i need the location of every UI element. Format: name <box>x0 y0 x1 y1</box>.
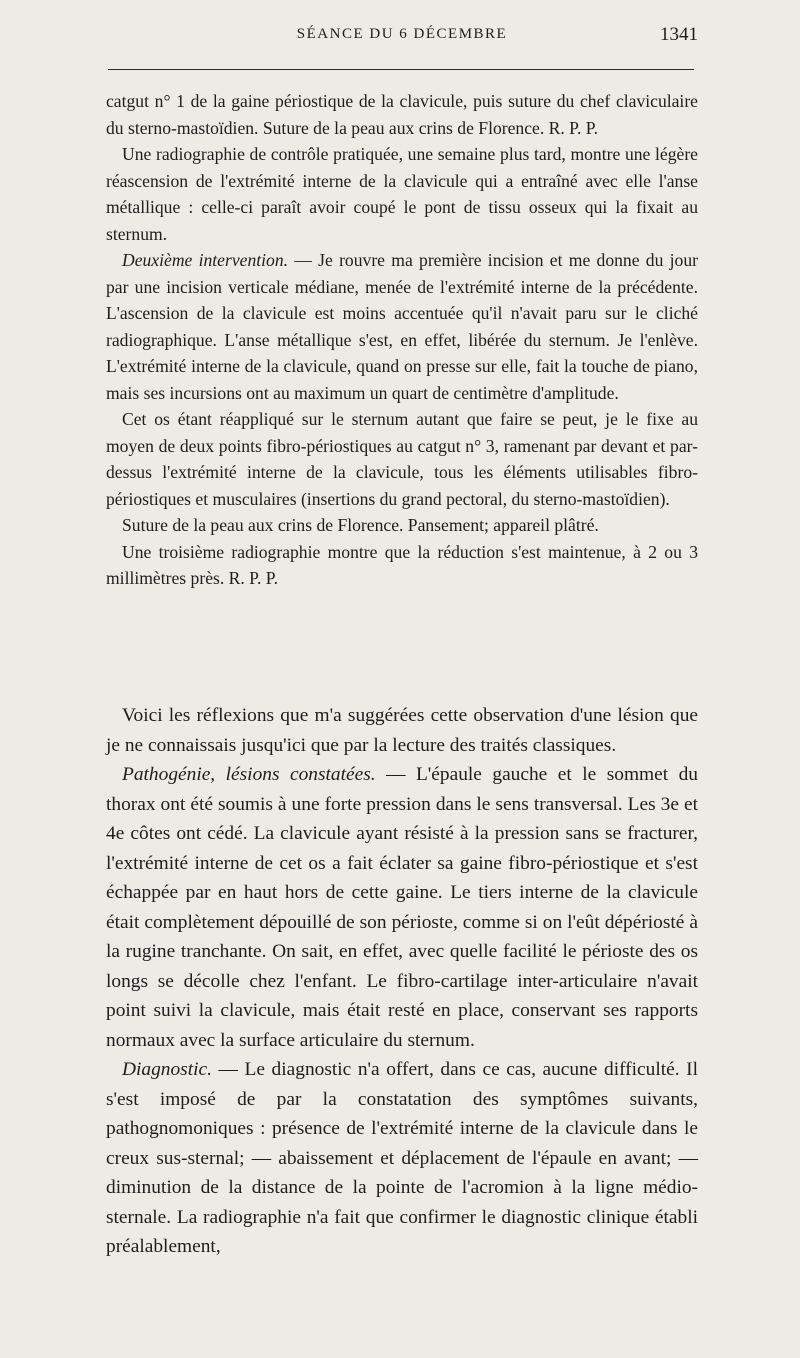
paragraph: Voici les réflexions que m'a suggérées cette observation d'une lésion que je ne connaissais jusqu'ici que par la lecture des traités classiques. <box>106 705 698 756</box>
paragraph <box>106 247 698 406</box>
page-number: 1341 <box>660 24 698 45</box>
case-report-section <box>106 88 698 592</box>
paragraph: catgut n° 1 de la gaine périostique de la clavicule, puis suture du chef claviculaire du sterno-mastoïdien. Suture de la peau aux crins de Florence. R. P. P. <box>106 91 698 138</box>
paragraph-body: — L'épaule gauche et le sommet du thorax ont été soumis à une forte pression dans le sens transversal. Les 3e et 4e côtes ont cédé. La clavicule ayant résisté à la pression sans se fracturer, l'extrémité interne de cet os a fait éclater sa gaine fibro-périostique et s'est échappée par en haut hors de cette gaine. Le tiers interne de la clavicule était complètement dépouillé de son périoste, comme si on l'eût dépériosté à la rugine tranchante. On sait, en effet, avec quelle facilité le périoste des os longs se décolle chez l'enfant. Le fibro-cartilage inter-articulaire n'avait point suivi la clavicule, mais était resté en place, conservant ses rapports normaux avec la surface articulaire du sternum. <box>106 764 698 1051</box>
paragraph-lead: Deuxième intervention. <box>122 250 289 270</box>
paragraph: Cet os étant réappliqué sur le sternum autant que faire se peut, je le fixe au moyen de deux points fibro-périostiques au catgut n° 3, ramenant par devant et par-dessus l'extrémité interne de la clavicule, tous les éléments utilisables fibro-périostiques et musculaires (insertions du grand pectoral, du sterno-mastoïdien). <box>106 409 698 509</box>
paragraph: Suture de la peau aux crins de Florence. Pansement; appareil plâtré. <box>122 515 599 535</box>
paragraph <box>106 1055 698 1262</box>
paragraph-lead: Diagnostic. <box>122 1059 212 1080</box>
paragraph <box>106 760 698 1055</box>
discussion-section <box>106 701 698 1262</box>
running-title: SÉANCE DU 6 DÉCEMBRE <box>296 26 508 42</box>
paragraph: Une troisième radiographie montre que la réduction s'est maintenue, à 2 ou 3 millimètres près. R. P. P. <box>106 541 698 588</box>
paragraph: Une radiographie de contrôle pratiquée, une semaine plus tard, montre une légère réascension de l'extrémité interne de la clavicule qui a entraîné avec elle l'anse métallique : celle-ci paraît avoir coupé le pont de tissu osseux qui la fixait au sternum. <box>106 144 698 244</box>
paragraph-body: — Le diagnostic n'a offert, dans ce cas, aucune difficulté. Il s'est imposé de par la constatation des symptômes suivants, pathognomoniques : présence de l'extrémité interne de la clavicule dans le creux sus-sternal; — abaissement et déplacement de l'épaule en avant; — diminution de la distance de la pointe de l'acromion à la ligne médio-sternale. La radiographie n'a fait que confirmer le diagnostic clinique établi préalablement, <box>106 1059 698 1257</box>
page-header <box>106 26 698 50</box>
paragraph-lead: Pathogénie, lésions constatées. <box>122 764 376 785</box>
paragraph-body: — Je rouvre ma première incision et me donne du jour par une incision verticale médiane, menée de l'extrémité interne de la précédente. L'ascension de la clavicule est moins accentuée qu'il n'avait paru sur le cliché radiographique. L'anse métallique s'est, en effet, libérée du sternum. Je l'enlève. L'extrémité interne de la clavicule, quand on presse sur elle, fait la touche de piano, mais ses incursions ont au maximum un quart de centimètre d'amplitude. <box>106 250 698 403</box>
header-rule <box>108 69 694 70</box>
